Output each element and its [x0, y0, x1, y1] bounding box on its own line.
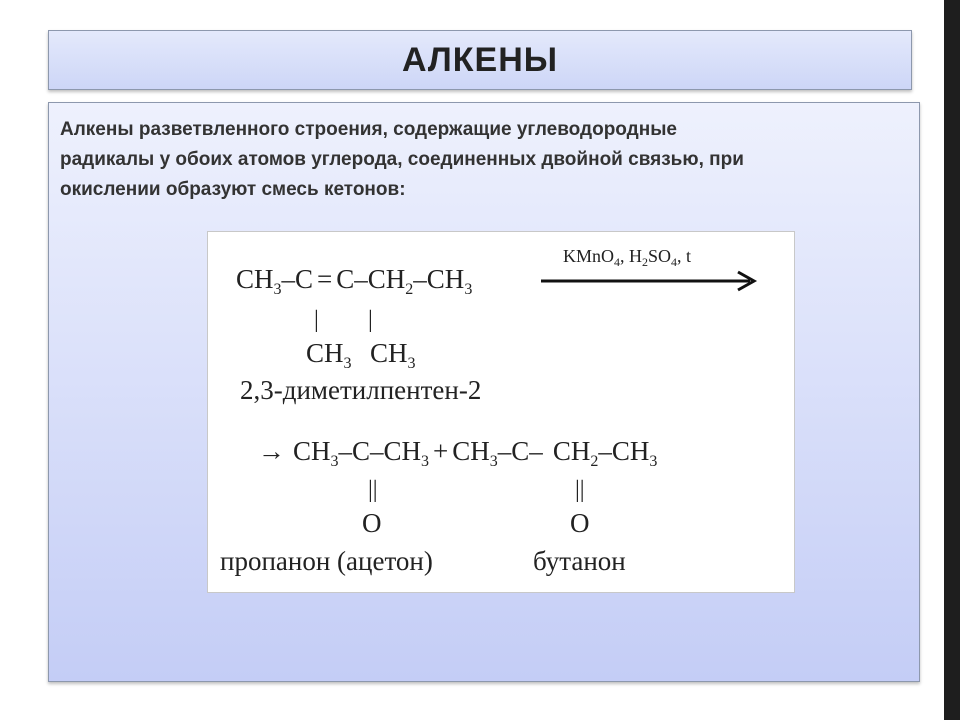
intro-line-1: Алкены разветвленного строения, содержащие углеводородные — [60, 119, 677, 140]
slide-title: АЛКЕНЫ — [401, 40, 559, 79]
branch-methyl-2: $CH_3$ — [370, 338, 416, 372]
reaction-panel — [207, 231, 795, 593]
title-bar — [48, 30, 912, 90]
intro-line-2: радикалы у обоих атомов углерода, соединенных двойной связью, при — [60, 149, 744, 170]
oxygen-2: O — [570, 508, 590, 538]
product-name-1: пропанон (ацетон) — [220, 546, 433, 576]
branch-bond-2: | — [368, 307, 373, 333]
branch-methyl-1: $CH_3$ — [306, 338, 352, 372]
reactant-formula: $CH_3-C = C-CH_2-CH_3$ — [236, 264, 473, 298]
reactant-name: 2,3-диметилпентен-2 — [240, 375, 482, 405]
right-edge-bar — [944, 0, 960, 720]
product-name-2: бутанон — [533, 546, 626, 576]
intro-line-3: окислении образуют смесь кетонов: — [60, 179, 406, 200]
products-formula: → $CH_3-C-CH_3 + CH_3-C-$ $CH_2-CH_3$ — [258, 436, 658, 470]
oxygen-1: O — [362, 508, 382, 538]
intro-text — [60, 115, 910, 205]
carbonyl-bond-2: || — [575, 477, 585, 503]
carbonyl-bond-1: || — [368, 477, 378, 503]
reaction-conditions: KMnO$_4$, $H_2SO_4$, t — [563, 246, 692, 269]
reaction-scheme — [208, 232, 794, 592]
branch-bond-1: | — [314, 307, 319, 333]
